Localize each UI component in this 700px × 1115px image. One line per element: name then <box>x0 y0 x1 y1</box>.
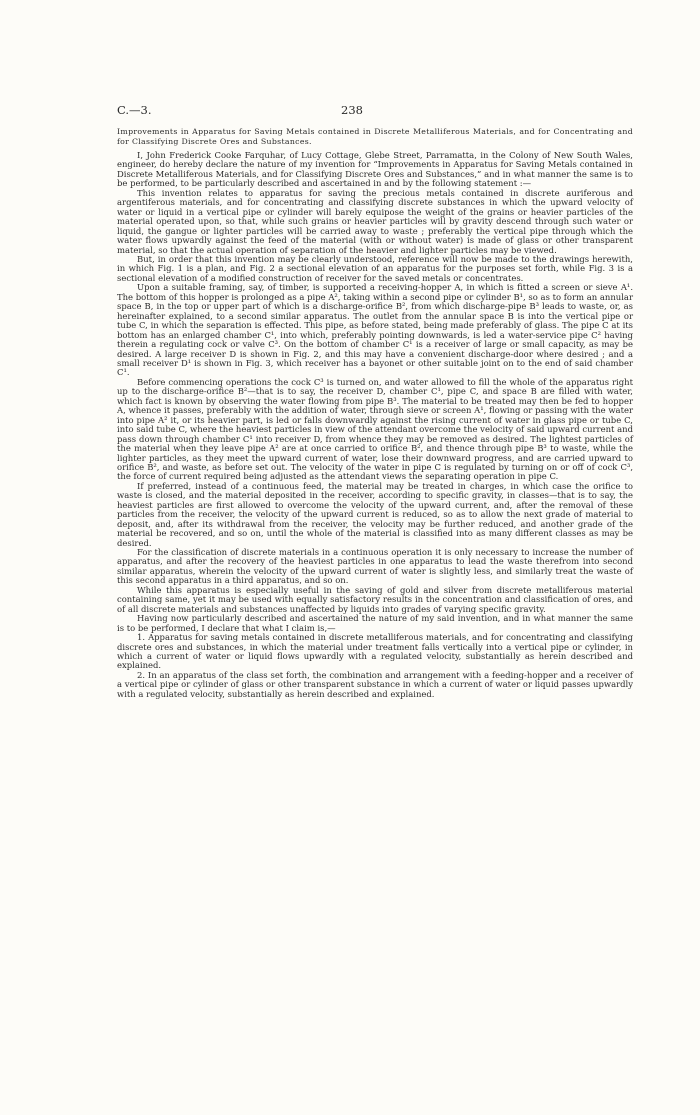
paragraph: Before commencing operations the cock C³ is turned on, and water allowed to fill the whole of the apparatus right up to the discharge-orifice B²—that is to say, the receiver D, chamber C¹, pipe C, and space B are filled with water, which fact is known by observing the water flowing from pipe B³. The material to be treated may then be fed to hopper A, whence it passes, preferably with the addition of water, through sieve or screen A¹, flowing or passing with the water into pipe A² it, or its heavier part, is led or falls downwardly against the rising current of water in glass pipe or tube C, into said tube C, where the heaviest particles in view of the attendant overcome the velocity of said upward current and pass down through chamber C¹ into receiver D, from whence they may be removed as desired. The lightest particles of the material when they leave pipe A² are at once carried to orifice B², and thence through pipe B³ to waste, while the lighter particles, as they meet the upward current of water, lose their downward progress, and are carried upward to orifice B², and waste, as before set out. The velocity of the water in pipe C is regulated by turning on or off of cock C³, the force of current required being adjusted as the attendant views the separating operation in pipe C. <box>117 376 633 482</box>
page-number: 238 <box>341 103 363 117</box>
paragraph: But, in order that this invention may be clearly understood, reference will now be made to the drawings herewith, in which Fig. 1 is a plan, and Fig. 2 a sectional elevation of an apparatus for the purposes set forth, while Fig. 3 is a sectional elevation of a modified construction of receiver for the saved metals or concentrates. <box>117 253 633 283</box>
paragraph: Having now particularly described and ascertained the nature of my said invention, and in what manner the same is to be performed, I declare that what I claim is,— <box>117 613 633 633</box>
page-header <box>117 103 633 119</box>
paragraph: Upon a suitable framing, say, of timber, is supported a receiving-hopper A, in which is fitted a screen or sieve A¹. The bottom of this hopper is prolonged as a pipe A², taking within a second pipe or cylinder B¹, so as to form an annular space B, in the top or upper part of which is a discharge-orifice B², from which discharge-pipe B³ leads to waste, or, as hereinafter explained, to a second similar apparatus. The outlet from the annular space B is into the vertical pipe or tube C, in which the separation is effected. This pipe, as before stated, being made preferably of glass. The pipe C at its bottom has an enlarged chamber C¹, into which, preferably pointing downwards, is led a water-service pipe C² having therein a regulating cock or valve C³. On the bottom of chamber C¹ is a receiver of large or small capacity, as may be desired. A large receiver D is shown in Fig. 2, and this may have a convenient discharge-door where desired ; and a small receiver D¹ is shown in Fig. 3, which receiver has a bayonet or other suitable joint on to the end of said chamber C¹. <box>117 282 633 378</box>
patent-body <box>117 151 633 699</box>
paragraph: This invention relates to apparatus for saving the precious metals contained in discrete auriferous and argentiferous materials, and for concentrating and classifying discrete substances in which the upward velocity of water or liquid in a vertical pipe or cylinder will barely equipose the weight of the grains or heavier particles of the material operated upon, so that, while such grains or heavier particles will by gravity descend through such water or liquid, the gangue or lighter particles will be carried away to waste ; preferably the vertical pipe through which the water flows upwardly against the feed of the material (with or without water) is made of glass or other transparent material, so that the actual operation of separation of the heavier and lighter particles may be viewed. <box>117 187 633 255</box>
paragraph: While this apparatus is especially useful in the saving of gold and silver from discrete metalliferous material containing same, yet it may be used with equally satisfactory results in the concentration and classification of ores, and of all discrete materials and substances unaffected by liquids into grades of varying specific gravity. <box>117 584 633 614</box>
paragraph: If preferred, instead of a continuous feed, the material may be treated in charges, in which case the orifice to waste is closed, and the material deposited in the receiver, according to specific gravity, in classes—that is to say, the heaviest particles are first allowed to overcome the velocity of the upward current, and, after the removal of these particles from the receiver, the velocity of the upward current is reduced, so as to allow the next grade of material to deposit, and, after its withdrawal from the receiver, the velocity may be further reduced, and another grade of the material be recovered, and so on, until the whole of the material is classified into as many different classes as may be desired. <box>117 480 633 548</box>
section-label: C.—3. <box>117 103 152 117</box>
patent-title: Improvements in Apparatus for Saving Metals contained in Discrete Metalliferous Materials, and for Concentrating and for Classifying Discrete Ores and Substances. <box>117 127 633 146</box>
paragraph: I, John Frederick Cooke Farquhar, of Lucy Cottage, Glebe Street, Parramatta, in the Colony of New South Wales, engineer, do hereby declare the nature of my invention for “Improvements in Apparatus for Saving Metals contained in Discrete Metalliferous Materials, and for Classifying Discrete Ores and Substances,” and in what manner the same is to be performed, to be particularly described and ascertained in and by the following statement :— <box>117 150 633 189</box>
claim: 2. In an apparatus of the class set forth, the combination and arrangement with a feeding-hopper and a receiver of a vertical pipe or cylinder of glass or other transparent substance in which a current of water or liquid passes upwardly with a regulated velocity, substantially as herein described and explained. <box>117 669 633 699</box>
claim: 1. Apparatus for saving metals contained in discrete metalliferous materials, and for concentrating and classifying discrete ores and substances, in which the material under treatment falls vertically into a vertical pipe or cylinder, in which a current of water or liquid flows upwardly with a regulated velocity, substantially as herein described and explained. <box>117 632 633 671</box>
paragraph: For the classification of discrete materials in a continuous operation it is only necessary to increase the number of apparatus, and after the recovery of the heaviest particles in one apparatus to lead the waste therefrom into second similar apparatus, wherein the velocity of the upward current of water is slightly less, and similarly treat the waste of this second apparatus in a third apparatus, and so on. <box>117 547 633 586</box>
